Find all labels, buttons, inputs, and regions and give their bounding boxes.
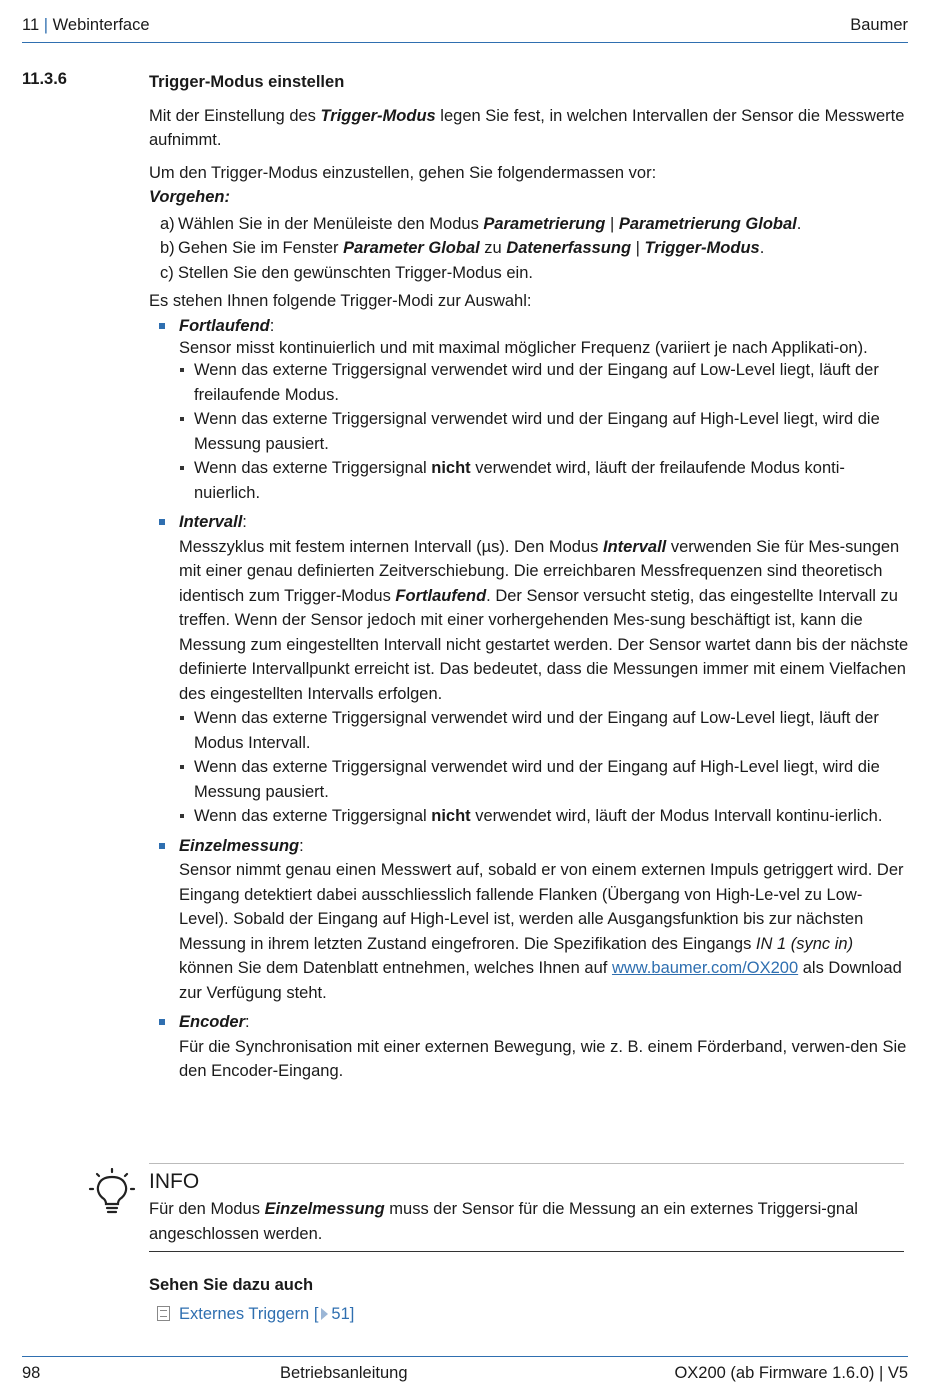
main-content: [149, 70, 909, 1084]
fortlaufend-sub-3: Wenn das externe Triggersignal nicht verwendet wird, läuft der freilaufende Modus konti-nuierlich.: [149, 456, 909, 505]
lightbulb-icon: [88, 1168, 136, 1220]
mode-encoder: Encoder: Für die Synchronisation mit einer externen Bewegung, wie z. B. einem Förderband, verwen-den Sie den Encoder-Eingang.: [149, 1010, 909, 1084]
fortlaufend-sub-2: Wenn das externe Triggersignal verwendet wird und der Eingang auf High-Level liegt, wird die Messung pausiert.: [149, 407, 909, 456]
fortlaufend-sub-1: Wenn das externe Triggersignal verwendet wird und der Eingang auf Low-Level liegt, läuft der freilaufende Modus.: [149, 358, 909, 407]
mode-einzelmessung: Einzelmessung: Sensor nimmt genau einen Messwert auf, sobald er von einem externen Impuls getriggert wird. Der Eingang detektiert dabei ausschliesslich fallende Flanken (Übergang von High-Le-vel zu Low-Level). Sobald der Eingang auf High-Level ist, werden alle Ausgangsfunktion bis zur nächsten Messung in ihrem letzten Zustand eingefroren. Die Spezifikation des Eingangs IN 1 (sync in) können Sie dem Datenblatt entnehmen, welches Ihnen auf www.baumer.com/OX200 als Download zur Verfügung steht.: [149, 834, 909, 1006]
bullet-square-icon: [159, 1019, 165, 1025]
footer-page-number: 98: [22, 1364, 41, 1382]
section-number: 11.3.6: [22, 70, 67, 88]
intro-paragraph: Mit der Einstellung des Trigger-Modus legen Sie fest, in welchen Intervallen der Sensor die Messwerte aufnimmt.: [149, 106, 905, 149]
step-b: b) Gehen Sie im Fenster Parameter Global zu Datenerfassung | Trigger-Modus.: [160, 239, 765, 257]
info-title: INFO: [149, 1170, 200, 1193]
section-title: Trigger-Modus einstellen: [149, 73, 345, 91]
info-divider-top: [149, 1163, 904, 1164]
procedure-steps: [149, 212, 909, 286]
bullet-dot-icon: [180, 417, 184, 421]
step-a: a) Wählen Sie in der Menüleiste den Modus Parametrierung | Parametrierung Global.: [160, 214, 802, 233]
mode-intervall: Intervall: Messzyklus mit festem internen Intervall (µs). Den Modus Intervall verwenden Sie für Mes-sungen mit einer genau definierten Zeitverschiebung. Die erreichbaren Messfrequenzen sind theoretisch identisch zum Trigger-Modus Fortlaufend. Der Sensor versucht stetig, das eingestellte Intervall zu treffen. Wenn der Sensor jedoch mit einer vorhergehenden Mes-sung beschäftigt ist, kann die Messung zum eingestellten Intervall nicht gestartet werden. Der Sensor wartet dann bis der nächste definierte Intervallpunkt erreicht ist. Das bedeutet, dass die Messungen immer mit einem Vielfachen des eingestellten Intervalls erfolgen.: [149, 510, 909, 706]
header-chapter: 11 | Webinterface: [22, 16, 150, 34]
arrow-right-icon: [321, 1308, 328, 1320]
bullet-dot-icon: [180, 466, 184, 470]
procedure-lead: Um den Trigger-Modus einzustellen, gehen Sie folgendermassen vor:: [149, 163, 657, 182]
bullet-square-icon: [159, 843, 165, 849]
bullet-dot-icon: [180, 368, 184, 372]
bullet-square-icon: [159, 519, 165, 525]
bullet-dot-icon: [180, 765, 184, 769]
see-also-title: Sehen Sie dazu auch: [149, 1276, 314, 1294]
info-divider-bottom: [149, 1251, 904, 1252]
bullet-dot-icon: [180, 814, 184, 818]
bullet-dot-icon: [180, 716, 184, 720]
step-c: c) Stellen Sie den gewünschten Trigger-Modus ein.: [160, 263, 533, 282]
see-also-link[interactable]: Externes Triggern [ 51]: [157, 1305, 354, 1324]
header-brand: Baumer: [850, 16, 908, 34]
procedure-label: Vorgehen:: [149, 188, 230, 206]
intervall-sub-2: Wenn das externe Triggersignal verwendet wird und der Eingang auf High-Level liegt, wird die Messung pausiert.: [149, 755, 909, 804]
page-footer: [22, 1356, 908, 1387]
modes-lead: Es stehen Ihnen folgende Trigger-Modi zur Auswahl:: [149, 292, 532, 310]
footer-doc-type: Betriebsanleitung: [280, 1364, 408, 1382]
intervall-sub-1: Wenn das externe Triggersignal verwendet wird und der Eingang auf Low-Level liegt, läuft der Modus Intervall.: [149, 706, 909, 755]
document-icon: [157, 1306, 170, 1321]
bullet-square-icon: [159, 323, 165, 329]
info-text: Für den Modus Einzelmessung muss der Sensor für die Messung an ein externes Triggersi-gnal angeschlossen werden.: [149, 1200, 858, 1243]
datasheet-link[interactable]: www.baumer.com/OX200: [611, 959, 799, 977]
page-header: [22, 14, 908, 43]
intervall-sub-3: Wenn das externe Triggersignal nicht verwendet wird, läuft der Modus Intervall kontinu-ierlich.: [149, 804, 909, 829]
mode-fortlaufend: Fortlaufend: Sensor misst kontinuierlich und mit maximal möglicher Frequenz (variiert je nach Applikati-on).: [149, 314, 909, 359]
footer-product: OX200 (ab Firmware 1.6.0) | V5: [674, 1364, 908, 1382]
